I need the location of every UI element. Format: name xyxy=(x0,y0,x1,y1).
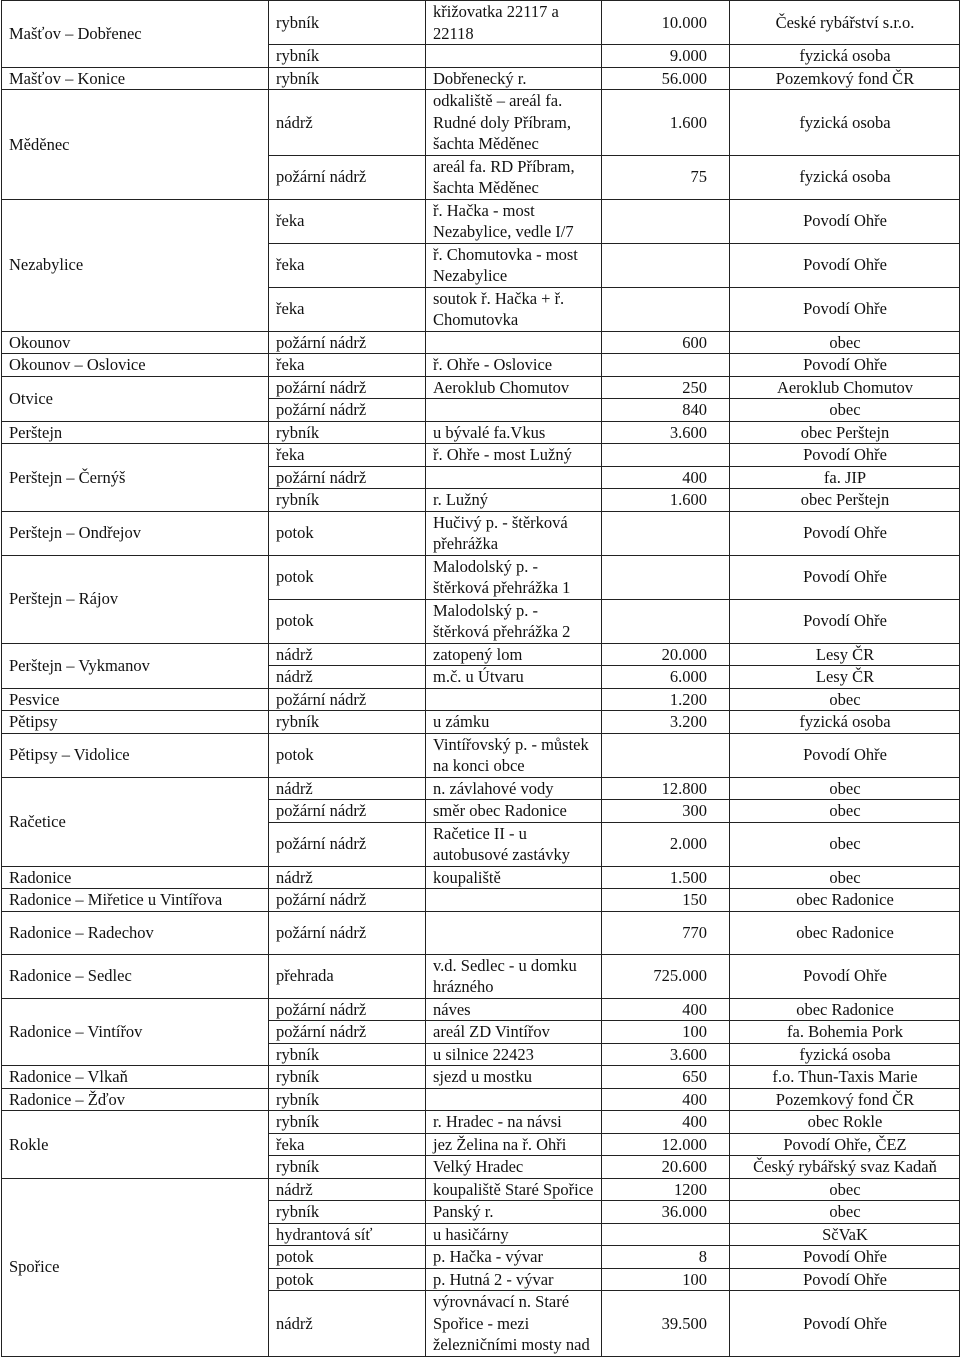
type-cell: řeka xyxy=(269,199,426,243)
owner-cell: Pozemkový fond ČR xyxy=(730,67,960,90)
owner-cell: Povodí Ohře xyxy=(730,599,960,643)
type-cell: řeka xyxy=(269,1133,426,1156)
owner-cell: fyzická osoba xyxy=(730,711,960,734)
owner-cell: Pozemkový fond ČR xyxy=(730,1088,960,1111)
location-cell: náves xyxy=(426,998,602,1021)
owner-cell: obec xyxy=(730,866,960,889)
location-cell xyxy=(426,889,602,912)
place-cell: Radonice – Vlkaň xyxy=(2,1066,269,1089)
location-cell: Hučivý p. - štěrková přehrážka xyxy=(426,511,602,555)
location-cell: ř. Ohře - Oslovice xyxy=(426,354,602,377)
owner-cell: obec xyxy=(730,688,960,711)
place-cell: Pesvice xyxy=(2,688,269,711)
type-cell: potok xyxy=(269,1268,426,1291)
owner-cell: Povodí Ohře xyxy=(730,354,960,377)
volume-cell xyxy=(602,199,730,243)
table-row xyxy=(2,1111,960,1134)
type-cell: rybník xyxy=(269,489,426,512)
type-cell: rybník xyxy=(269,67,426,90)
owner-cell: obec Perštejn xyxy=(730,421,960,444)
volume-cell: 9.000 xyxy=(602,45,730,68)
location-cell: u silnice 22423 xyxy=(426,1043,602,1066)
location-cell: odkaliště – areál fa. Rudné doly Příbram, šachta Měděnec xyxy=(426,90,602,156)
volume-cell xyxy=(602,444,730,467)
location-cell: jez Želina na ř. Ohři xyxy=(426,1133,602,1156)
volume-cell: 100 xyxy=(602,1268,730,1291)
table-row xyxy=(2,688,960,711)
owner-cell: fa. JIP xyxy=(730,466,960,489)
place-cell: Pětipsy – Vidolice xyxy=(2,733,269,777)
location-cell: Malodolský p. - štěrková přehrážka 2 xyxy=(426,599,602,643)
owner-cell: obec Rokle xyxy=(730,1111,960,1134)
owner-cell: Aeroklub Chomutov xyxy=(730,376,960,399)
table-row xyxy=(2,954,960,998)
location-cell xyxy=(426,466,602,489)
type-cell: rybník xyxy=(269,1088,426,1111)
type-cell: nádrž xyxy=(269,1291,426,1357)
owner-cell: Povodí Ohře xyxy=(730,1291,960,1357)
location-cell: křižovatka 22117 a 22118 xyxy=(426,1,602,45)
location-cell: Vintířovský p. - můstek na konci obce xyxy=(426,733,602,777)
location-cell xyxy=(426,911,602,954)
volume-cell: 56.000 xyxy=(602,67,730,90)
location-cell: Račetice II - u autobusové zastávky xyxy=(426,822,602,866)
type-cell: rybník xyxy=(269,1111,426,1134)
volume-cell: 3.600 xyxy=(602,1043,730,1066)
table-row xyxy=(2,1,960,45)
type-cell: potok xyxy=(269,733,426,777)
volume-cell xyxy=(602,511,730,555)
type-cell: požární nádrž xyxy=(269,466,426,489)
volume-cell: 150 xyxy=(602,889,730,912)
owner-cell: Povodí Ohře xyxy=(730,733,960,777)
location-cell: n. závlahové vody xyxy=(426,777,602,800)
type-cell: řeka xyxy=(269,354,426,377)
owner-cell: obec xyxy=(730,1201,960,1224)
type-cell: hydrantová síť xyxy=(269,1223,426,1246)
volume-cell: 400 xyxy=(602,1111,730,1134)
table-row xyxy=(2,199,960,243)
place-cell: Radonice xyxy=(2,866,269,889)
table-row xyxy=(2,711,960,734)
volume-cell: 2.000 xyxy=(602,822,730,866)
location-cell: koupaliště xyxy=(426,866,602,889)
location-cell xyxy=(426,1088,602,1111)
owner-cell: fyzická osoba xyxy=(730,155,960,199)
place-cell: Radonice – Radechov xyxy=(2,911,269,954)
table-row xyxy=(2,90,960,156)
table-row xyxy=(2,331,960,354)
location-cell: soutok ř. Hačka + ř. Chomutovka xyxy=(426,287,602,331)
table-row xyxy=(2,376,960,399)
type-cell: nádrž xyxy=(269,866,426,889)
type-cell: rybník xyxy=(269,1156,426,1179)
table-row xyxy=(2,421,960,444)
location-cell: p. Hutná 2 - vývar xyxy=(426,1268,602,1291)
volume-cell: 3.200 xyxy=(602,711,730,734)
owner-cell: Povodí Ohře xyxy=(730,444,960,467)
table-row xyxy=(2,733,960,777)
volume-cell: 3.600 xyxy=(602,421,730,444)
place-cell: Rokle xyxy=(2,1111,269,1179)
type-cell: požární nádrž xyxy=(269,688,426,711)
location-cell xyxy=(426,399,602,422)
location-cell: Dobřenecký r. xyxy=(426,67,602,90)
volume-cell: 20.000 xyxy=(602,643,730,666)
place-cell: Perštejn – Ondřejov xyxy=(2,511,269,555)
volume-cell: 1.500 xyxy=(602,866,730,889)
owner-cell: obec xyxy=(730,777,960,800)
owner-cell: Povodí Ohře xyxy=(730,1246,960,1269)
type-cell: rybník xyxy=(269,1,426,45)
owner-cell: Povodí Ohře, ČEZ xyxy=(730,1133,960,1156)
volume-cell: 36.000 xyxy=(602,1201,730,1224)
volume-cell xyxy=(602,243,730,287)
owner-cell: obec xyxy=(730,1178,960,1201)
location-cell: areál ZD Vintířov xyxy=(426,1021,602,1044)
table-row xyxy=(2,911,960,954)
place-cell: Nezabylice xyxy=(2,199,269,331)
type-cell: nádrž xyxy=(269,777,426,800)
volume-cell: 250 xyxy=(602,376,730,399)
location-cell: výrovnávací n. Staré Spořice - mezi železničními mosty nad xyxy=(426,1291,602,1357)
type-cell: řeka xyxy=(269,444,426,467)
place-cell: Perštejn – Vykmanov xyxy=(2,643,269,688)
volume-cell: 20.600 xyxy=(602,1156,730,1179)
owner-cell: obec Perštejn xyxy=(730,489,960,512)
owner-cell: Český rybářský svaz Kadaň xyxy=(730,1156,960,1179)
type-cell: požární nádrž xyxy=(269,331,426,354)
owner-cell: Povodí Ohře xyxy=(730,954,960,998)
type-cell: rybník xyxy=(269,1043,426,1066)
location-cell: r. Lužný xyxy=(426,489,602,512)
place-cell: Perštejn – Rájov xyxy=(2,555,269,643)
location-cell: p. Hačka - vývar xyxy=(426,1246,602,1269)
table-row xyxy=(2,866,960,889)
owner-cell: f.o. Thun-Taxis Marie xyxy=(730,1066,960,1089)
place-cell: Radonice – Žďov xyxy=(2,1088,269,1111)
table-row xyxy=(2,511,960,555)
volume-cell: 12.800 xyxy=(602,777,730,800)
owner-cell: Povodí Ohře xyxy=(730,511,960,555)
volume-cell: 75 xyxy=(602,155,730,199)
volume-cell: 1200 xyxy=(602,1178,730,1201)
location-cell: u hasičárny xyxy=(426,1223,602,1246)
place-cell: Mašťov – Dobřenec xyxy=(2,1,269,68)
owner-cell: Lesy ČR xyxy=(730,643,960,666)
table-row xyxy=(2,1178,960,1201)
volume-cell xyxy=(602,354,730,377)
volume-cell xyxy=(602,1223,730,1246)
table-row xyxy=(2,1066,960,1089)
type-cell: požární nádrž xyxy=(269,376,426,399)
location-cell: areál fa. RD Příbram, šachta Měděnec xyxy=(426,155,602,199)
owner-cell: obec Radonice xyxy=(730,998,960,1021)
location-cell: r. Hradec - na návsi xyxy=(426,1111,602,1134)
type-cell: nádrž xyxy=(269,1178,426,1201)
place-cell: Spořice xyxy=(2,1178,269,1356)
place-cell: Perštejn xyxy=(2,421,269,444)
location-cell: Malodolský p. - štěrková přehrážka 1 xyxy=(426,555,602,599)
type-cell: rybník xyxy=(269,1066,426,1089)
table-row xyxy=(2,354,960,377)
owner-cell: fa. Bohemia Pork xyxy=(730,1021,960,1044)
table-row xyxy=(2,1088,960,1111)
type-cell: nádrž xyxy=(269,90,426,156)
place-cell: Radonice – Miřetice u Vintířova xyxy=(2,889,269,912)
volume-cell: 600 xyxy=(602,331,730,354)
location-cell: koupaliště Staré Spořice xyxy=(426,1178,602,1201)
volume-cell: 840 xyxy=(602,399,730,422)
location-cell: u bývalé fa.Vkus xyxy=(426,421,602,444)
location-cell: sjezd u mostku xyxy=(426,1066,602,1089)
owner-cell: fyzická osoba xyxy=(730,1043,960,1066)
place-cell: Pětipsy xyxy=(2,711,269,734)
volume-cell: 400 xyxy=(602,466,730,489)
type-cell: nádrž xyxy=(269,666,426,689)
volume-cell: 10.000 xyxy=(602,1,730,45)
owner-cell: obec Radonice xyxy=(730,911,960,954)
volume-cell xyxy=(602,599,730,643)
location-cell: m.č. u Útvaru xyxy=(426,666,602,689)
type-cell: požární nádrž xyxy=(269,822,426,866)
owner-cell: obec xyxy=(730,822,960,866)
type-cell: rybník xyxy=(269,45,426,68)
type-cell: přehrada xyxy=(269,954,426,998)
type-cell: požární nádrž xyxy=(269,911,426,954)
type-cell: požární nádrž xyxy=(269,889,426,912)
type-cell: požární nádrž xyxy=(269,399,426,422)
table-row xyxy=(2,67,960,90)
table-row xyxy=(2,889,960,912)
place-cell: Račetice xyxy=(2,777,269,866)
location-cell: v.d. Sedlec - u domku hrázného xyxy=(426,954,602,998)
location-cell xyxy=(426,45,602,68)
type-cell: rybník xyxy=(269,1201,426,1224)
volume-cell: 100 xyxy=(602,1021,730,1044)
owner-cell: Povodí Ohře xyxy=(730,199,960,243)
volume-cell: 39.500 xyxy=(602,1291,730,1357)
location-cell xyxy=(426,688,602,711)
owner-cell: fyzická osoba xyxy=(730,90,960,156)
owner-cell: Povodí Ohře xyxy=(730,287,960,331)
volume-cell: 1.200 xyxy=(602,688,730,711)
location-cell: u zámku xyxy=(426,711,602,734)
type-cell: potok xyxy=(269,599,426,643)
volume-cell: 650 xyxy=(602,1066,730,1089)
location-cell: zatopený lom xyxy=(426,643,602,666)
type-cell: nádrž xyxy=(269,643,426,666)
table-row xyxy=(2,643,960,666)
type-cell: požární nádrž xyxy=(269,800,426,823)
table-row xyxy=(2,555,960,599)
table-row xyxy=(2,998,960,1021)
volume-cell: 400 xyxy=(602,998,730,1021)
place-cell: Měděnec xyxy=(2,90,269,200)
owner-cell: Povodí Ohře xyxy=(730,1268,960,1291)
volume-cell: 1.600 xyxy=(602,90,730,156)
volume-cell xyxy=(602,733,730,777)
owner-cell: obec xyxy=(730,331,960,354)
location-cell: ř. Ohře - most Lužný xyxy=(426,444,602,467)
volume-cell: 8 xyxy=(602,1246,730,1269)
location-cell xyxy=(426,331,602,354)
owner-cell: obec Radonice xyxy=(730,889,960,912)
location-cell: Velký Hradec xyxy=(426,1156,602,1179)
volume-cell: 770 xyxy=(602,911,730,954)
type-cell: řeka xyxy=(269,243,426,287)
owner-cell: České rybářství s.r.o. xyxy=(730,1,960,45)
owner-cell: Lesy ČR xyxy=(730,666,960,689)
type-cell: rybník xyxy=(269,421,426,444)
owner-cell: obec xyxy=(730,800,960,823)
water-sources-table xyxy=(1,0,960,1357)
table-row xyxy=(2,444,960,467)
volume-cell: 300 xyxy=(602,800,730,823)
volume-cell xyxy=(602,555,730,599)
owner-cell: fyzická osoba xyxy=(730,45,960,68)
volume-cell xyxy=(602,287,730,331)
place-cell: Okounov – Oslovice xyxy=(2,354,269,377)
owner-cell: SčVaK xyxy=(730,1223,960,1246)
volume-cell: 6.000 xyxy=(602,666,730,689)
place-cell: Radonice – Vintířov xyxy=(2,998,269,1066)
location-cell: ř. Chomutovka - most Nezabylice xyxy=(426,243,602,287)
place-cell: Okounov xyxy=(2,331,269,354)
volume-cell: 1.600 xyxy=(602,489,730,512)
table-row xyxy=(2,777,960,800)
owner-cell: Povodí Ohře xyxy=(730,555,960,599)
location-cell: ř. Hačka - most Nezabylice, vedle I/7 xyxy=(426,199,602,243)
place-cell: Radonice – Sedlec xyxy=(2,954,269,998)
type-cell: požární nádrž xyxy=(269,155,426,199)
volume-cell: 725.000 xyxy=(602,954,730,998)
type-cell: potok xyxy=(269,555,426,599)
location-cell: Panský r. xyxy=(426,1201,602,1224)
type-cell: požární nádrž xyxy=(269,998,426,1021)
place-cell: Mašťov – Konice xyxy=(2,67,269,90)
owner-cell: obec xyxy=(730,399,960,422)
type-cell: potok xyxy=(269,511,426,555)
type-cell: požární nádrž xyxy=(269,1021,426,1044)
location-cell: směr obec Radonice xyxy=(426,800,602,823)
location-cell: Aeroklub Chomutov xyxy=(426,376,602,399)
volume-cell: 12.000 xyxy=(602,1133,730,1156)
type-cell: řeka xyxy=(269,287,426,331)
place-cell: Perštejn – Černýš xyxy=(2,444,269,512)
owner-cell: Povodí Ohře xyxy=(730,243,960,287)
type-cell: rybník xyxy=(269,711,426,734)
volume-cell: 400 xyxy=(602,1088,730,1111)
type-cell: potok xyxy=(269,1246,426,1269)
place-cell: Otvice xyxy=(2,376,269,421)
